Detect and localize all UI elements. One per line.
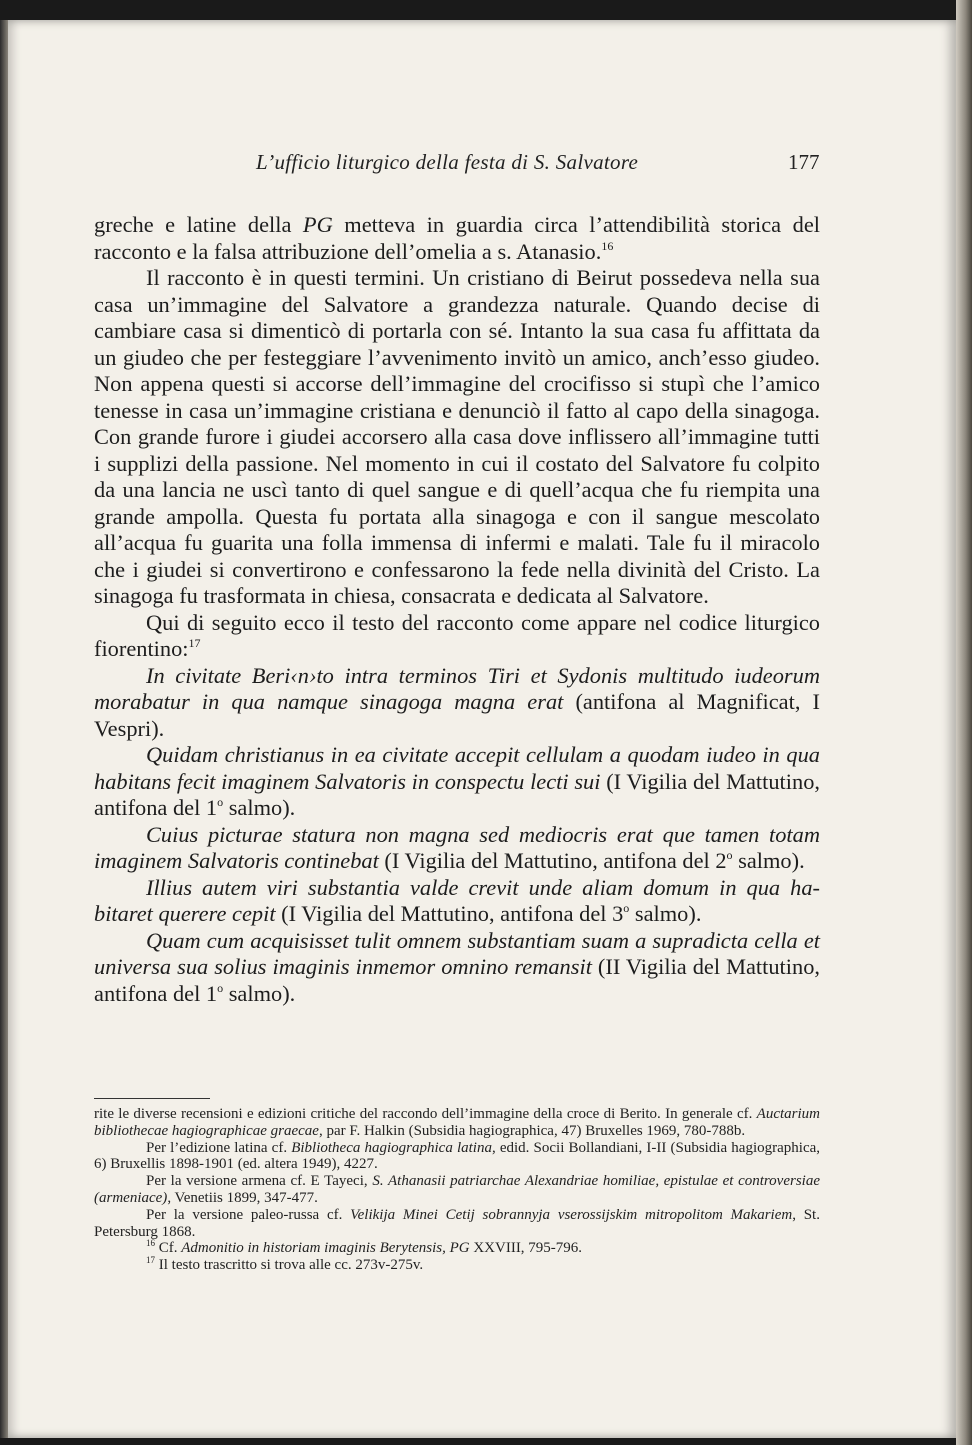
running-title: L’ufficio liturgico della festa di S. Salvatore [256, 150, 639, 174]
paragraph-2: Il racconto è in questi termini. Un cristiano di Beirut possedeva nella sua casa un’immagine del Salvatore a grandezza naturale. Quando decise di cambiare casa si dimenticò di portarla con sé. Intanto la sua casa fu affittata da un giudeo che per festeggiare l’avvenimento invitò un amico, anch’esso giudeo. Non appena questi si accorse dell’immagine del crocifisso si stupì che l’amico tenesse in casa un’immagine cristiana e denunciò il fatto al capo della sinagoga. Con grande furore i giudei accorsero alla casa dove inflissero all’immagine tutti i supplizi della passione. Nel momento in cui il costato del Salvatore fu colpito da una lancia ne uscì tanto di quel sangue e di quell’acqua che fu riempita una grande ampolla. Questa fu portata alla sinagoga e con il sangue mescolato all’acqua fu guarita una folla immensa di infermi e malati. Tale fu il miracolo che i giudei si convertirono e confessarono la fede nella divinità del Cristo. La sinagoga fu trasformata in chiesa, consacrata e dedicata al Salvatore. [94, 265, 820, 608]
footnote-russian: Per la versione paleo-russa cf. Velikija Minei Cetij sobrannyja vserossijskim mitropolitom Makariem, St. Petersburg 1868. [94, 1206, 820, 1240]
footnote-16: $^{16}$ Cf. Admonitio in historiam imaginis Berytensis, PG XXVIII, 795-796. [146, 1238, 583, 1257]
footnote-rule [94, 1098, 210, 1099]
footnote-latin: Per l’edizione latina cf. Bibliotheca hagiographica latina, edid. Socii Bollandiani, I-II (Subsidia hagiographica, 6) Bruxellis 1898-1901 (ed. altera 1949), 4227. [94, 1139, 821, 1173]
body-text [94, 212, 820, 1007]
running-head [8, 150, 956, 184]
footnotes [94, 1106, 820, 1274]
paragraph-3: Qui di seguito ecco il testo del racconto come appare nel codice liturgico fiorentino:$^{17}$ [94, 609, 820, 661]
paragraph-quote-5: Quam cum acquisisset tulit omnem substantiam suam a supradicta cella et universa sua solius imaginis inmemor omnino remansit (II Vigilia del Mattutino, antifona del 1$^o$ salmo). [94, 927, 820, 1006]
paragraph-quote-3: Cuius picturae statura non magna sed mediocris erat que tamen totam imaginem Salvatoris continebat (I Vigilia del Mattutino, antifona del 2$^o$ salmo). [94, 821, 820, 873]
paragraph-quote-1: In civitate Beri‹n›to intra terminos Tiri et Sydonis multitudo iudeorum morabatur in qua namque sinagoga magna erat (antifona al Magnificat, I Vespri). [94, 662, 820, 741]
footnote-17: $^{17}$ Il testo trascritto si trova alle cc. 273v-275v. [146, 1255, 424, 1274]
paragraph-quote-2: Quidam christianus in ea civitate accepit cellulam a quodam iudeo in qua habitans fecit imaginem Salvatoris in conspectu lecti sui (I Vigilia del Mattutino, antifona del 1$^o$ salmo). [94, 742, 820, 820]
paragraph-quote-4: Illius autem viri substantia valde crevit unde aliam domum in qua habitaret querere cepit (I Vigilia del Mattutino, antifona del 3$^o$ salmo). [94, 874, 820, 926]
page-number: 177 [788, 150, 820, 174]
footnote-continuation: rite le diverse recensioni e edizioni critiche del raccondo dell’immagine della croce di Berito. In generale cf. Auctarium bibliothecae hagiographicae graecae, par F. Halkin (Subsidia hagiographica, 47) Bruxelles 1969, 780-788b. [94, 1106, 820, 1139]
paragraph-1: greche e latine della PG metteva in guardia circa l’attendibilità storica del racconto e la falsa attribuzione dell’omelia a s. Atanasio.$^{16}$ [94, 212, 820, 264]
footnote-armenian: Per la versione armena cf. E Tayeci, S. Athanasii patriarchae Alexandriae homiliae, epistulae et controversiae (armeniace), Venetiis 1899, 347-477. [94, 1173, 821, 1206]
footnote-ref-17: 17 [188, 636, 201, 650]
footnote-ref-16: 16 [601, 238, 614, 253]
book-page [8, 20, 956, 1438]
page-right-edge [956, 0, 972, 1445]
